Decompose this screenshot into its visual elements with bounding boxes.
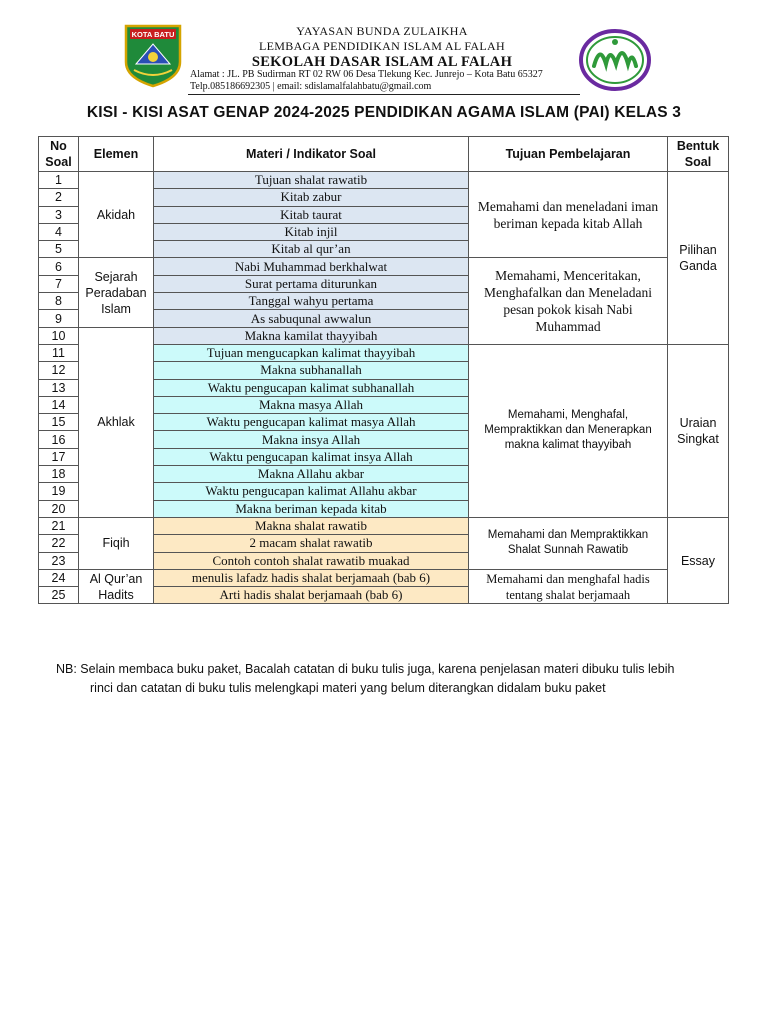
row-materi: Kitab injil	[154, 223, 469, 240]
row-no: 9	[39, 310, 79, 327]
row-materi: Surat pertama diturunkan	[154, 275, 469, 292]
al-falah-logo	[578, 28, 652, 92]
row-materi: Makna shalat rawatib	[154, 517, 469, 534]
row-no: 21	[39, 517, 79, 534]
row-no: 14	[39, 396, 79, 413]
tujuan-quran-hadits: Memahami dan menghafal hadis tentang shalat berjamaah	[469, 569, 668, 604]
footnote-line-2: rinci dan catatan di buku tulis melengkapi materi yang belum diterangkan didalam buku paket	[90, 681, 606, 695]
school-address: Alamat : JL. PB Sudirman RT 02 RW 06 Desa Tlekung Kec. Junrejo – Kota Batu 65327	[190, 69, 543, 80]
row-materi: Contoh contoh shalat rawatib muakad	[154, 552, 469, 569]
letterhead	[190, 24, 574, 71]
row-no: 10	[39, 327, 79, 344]
row-materi: Tujuan mengucapkan kalimat thayyibah	[154, 344, 469, 361]
letterhead-divider	[188, 94, 580, 95]
kisi-kisi-table	[38, 136, 729, 604]
row-materi: 2 macam shalat rawatib	[154, 535, 469, 552]
document-title: KISI - KISI ASAT GENAP 2024-2025 PENDIDIKAN AGAMA ISLAM (PAI) KELAS 3	[86, 104, 682, 121]
table-row	[39, 517, 729, 534]
row-materi: Tujuan shalat rawatib	[154, 172, 469, 189]
table-row	[39, 569, 729, 586]
logo-left-text: KOTA BATU	[131, 30, 175, 39]
row-no: 6	[39, 258, 79, 275]
header-elemen: Elemen	[79, 137, 154, 172]
school-contact: Telp.085186692305 | email: sdislamalfalahbatu@gmail.com	[190, 81, 432, 92]
row-materi: Makna subhanallah	[154, 362, 469, 379]
row-materi: Kitab taurat	[154, 206, 469, 223]
row-no: 11	[39, 344, 79, 361]
header-no: No Soal	[39, 137, 79, 172]
row-materi: Makna beriman kepada kitab	[154, 500, 469, 517]
row-materi: Kitab al qur’an	[154, 241, 469, 258]
table-header-row	[39, 137, 729, 172]
elemen-fiqih: Fiqih	[79, 517, 154, 569]
row-no: 23	[39, 552, 79, 569]
row-materi: Tanggal wahyu pertama	[154, 293, 469, 310]
row-materi: Arti hadis shalat berjamaah (bab 6)	[154, 587, 469, 604]
row-materi: Waktu pengucapan kalimat Allahu akbar	[154, 483, 469, 500]
row-no: 1	[39, 172, 79, 189]
kota-batu-logo	[122, 22, 184, 88]
row-no: 17	[39, 448, 79, 465]
table-row	[39, 258, 729, 275]
elemen-akhlak: Akhlak	[79, 327, 154, 517]
footnote-line-1: NB: Selain membaca buku paket, Bacalah catatan di buku tulis juga, karena penjelasan materi dibuku tulis lebih	[56, 662, 675, 676]
row-no: 24	[39, 569, 79, 586]
row-materi: Makna masya Allah	[154, 396, 469, 413]
row-materi: Kitab zabur	[154, 189, 469, 206]
institute-name: LEMBAGA PENDIDIKAN ISLAM AL FALAH	[259, 39, 505, 53]
table-row	[39, 172, 729, 189]
row-no: 25	[39, 587, 79, 604]
row-no: 12	[39, 362, 79, 379]
tujuan-fiqih: Memahami dan Mempraktikkan Shalat Sunnah Rawatib	[469, 517, 668, 569]
row-materi: As sabuqunal awwalun	[154, 310, 469, 327]
row-no: 2	[39, 189, 79, 206]
elemen-sejarah: Sejarah Peradaban Islam	[79, 258, 154, 327]
row-materi: menulis lafadz hadis shalat berjamaah (bab 6)	[154, 569, 469, 586]
footnote	[56, 660, 736, 698]
row-no: 16	[39, 431, 79, 448]
row-no: 19	[39, 483, 79, 500]
row-no: 18	[39, 466, 79, 483]
row-no: 8	[39, 293, 79, 310]
elemen-quran-hadits: Al Qur’an Hadits	[79, 569, 154, 604]
row-materi: Makna insya Allah	[154, 431, 469, 448]
row-materi: Waktu pengucapan kalimat subhanallah	[154, 379, 469, 396]
foundation-name: YAYASAN BUNDA ZULAIKHA	[296, 24, 468, 38]
row-no: 13	[39, 379, 79, 396]
row-no: 3	[39, 206, 79, 223]
tujuan-sejarah: Memahami, Menceritakan, Menghafalkan dan Meneladani pesan pokok kisah Nabi Muhammad	[469, 258, 668, 344]
row-materi: Waktu pengucapan kalimat insya Allah	[154, 448, 469, 465]
tujuan-akidah: Memahami dan meneladani iman beriman kepada kitab Allah	[469, 172, 668, 258]
row-no: 7	[39, 275, 79, 292]
bentuk-uraian-singkat: Uraian Singkat	[668, 344, 729, 517]
bentuk-essay: Essay	[668, 517, 729, 603]
header-tujuan: Tujuan Pembelajaran	[469, 137, 668, 172]
row-materi: Makna Allahu akbar	[154, 466, 469, 483]
row-materi: Waktu pengucapan kalimat masya Allah	[154, 414, 469, 431]
row-no: 4	[39, 223, 79, 240]
school-name: SEKOLAH DASAR ISLAM AL FALAH	[251, 54, 513, 70]
row-materi: Nabi Muhammad berkhalwat	[154, 258, 469, 275]
elemen-akidah: Akidah	[79, 172, 154, 258]
row-materi: Makna kamilat thayyibah	[154, 327, 469, 344]
tujuan-akhlak: Memahami, Menghafal, Mempraktikkan dan Menerapkan makna kalimat thayyibah	[469, 344, 668, 517]
header-materi: Materi / Indikator Soal	[154, 137, 469, 172]
row-no: 22	[39, 535, 79, 552]
row-no: 20	[39, 500, 79, 517]
header-bentuk: Bentuk Soal	[668, 137, 729, 172]
row-no: 5	[39, 241, 79, 258]
row-no: 15	[39, 414, 79, 431]
bentuk-pilihan-ganda: Pilihan Ganda	[668, 172, 729, 345]
